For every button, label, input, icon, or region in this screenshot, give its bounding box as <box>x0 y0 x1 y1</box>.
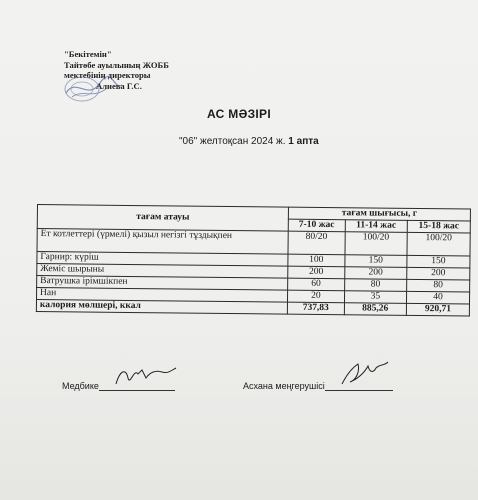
header-age-group: 7-10 жас <box>288 219 345 232</box>
portion-value: 200 <box>407 267 470 280</box>
date-line <box>179 136 319 147</box>
portion-value: 150 <box>407 255 470 268</box>
portion-value: 35 <box>344 291 406 304</box>
week-label: 1 апта <box>288 136 319 147</box>
portion-value: 80 <box>407 279 470 292</box>
menu-table <box>36 204 471 317</box>
calorie-value: 885,26 <box>344 303 406 316</box>
director-name: Алиева Г.С. <box>96 80 142 91</box>
total-label: калория мөлшері, ккал <box>36 300 287 315</box>
dish-name: Гарнир: күріш <box>37 252 288 267</box>
portion-value: 80/20 <box>288 231 345 255</box>
header-age-group: 11-14 жас <box>345 220 407 233</box>
approval-line-1: "Бекітемін" <box>64 49 112 59</box>
portion-value: 200 <box>344 267 406 280</box>
portion-value: 200 <box>288 266 345 279</box>
portion-value: 100 <box>288 254 345 267</box>
calorie-value: 737,83 <box>287 302 344 315</box>
nurse-label: Медбике <box>62 381 99 391</box>
page-title: АС МӘЗІРІ <box>207 107 271 121</box>
portion-value: 40 <box>406 291 469 304</box>
nurse-signature-icon <box>112 364 178 388</box>
portion-value: 20 <box>287 290 344 303</box>
stamp-icon <box>62 71 126 103</box>
header-age-group: 15-18 жас <box>407 220 470 233</box>
calorie-value: 920,71 <box>406 303 469 316</box>
portion-value: 100/20 <box>345 232 408 256</box>
approval-line-3: мектебінің директоры <box>64 70 151 80</box>
dish-name: Ет котлеттері (үрмелі) қызыл негізгі тұздықпен <box>37 229 288 255</box>
dish-name: Ватрушка ірімшікпен <box>37 276 288 291</box>
approval-line-2: Тайтөбе ауылының ЖОББ <box>64 59 169 70</box>
header-dish-name: тағам атауы <box>37 205 288 232</box>
portion-value: 100/20 <box>407 232 470 256</box>
date-text: "06" желтоқсан 2024 ж. <box>179 136 286 147</box>
chef-signature-icon <box>336 358 392 388</box>
portion-value: 150 <box>345 255 407 268</box>
dish-name: Жеміс шырыны <box>37 264 288 279</box>
dish-name: Нан <box>36 288 287 303</box>
portion-value: 60 <box>288 278 345 291</box>
header-output: тағам шығысы, г <box>288 207 470 221</box>
portion-value: 80 <box>344 279 406 292</box>
chef-label: Асхана меңгерушісі <box>243 381 325 391</box>
